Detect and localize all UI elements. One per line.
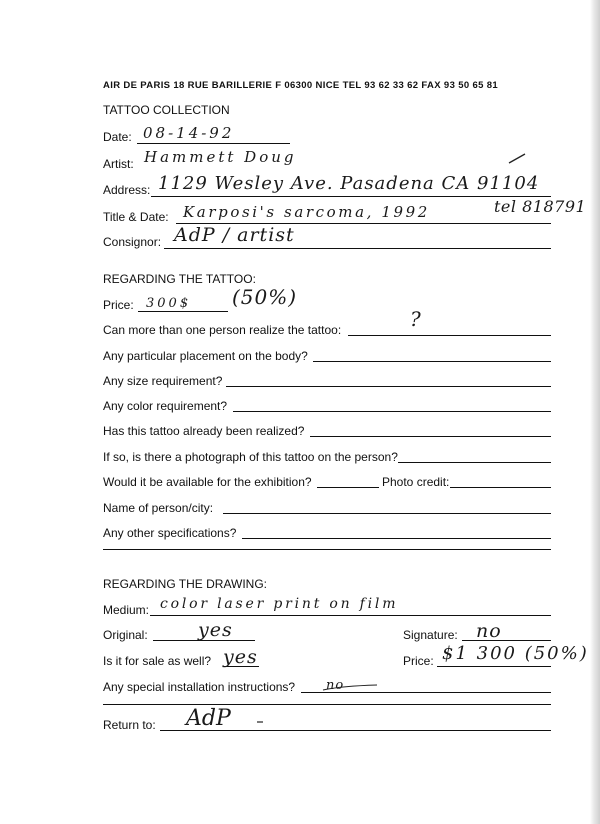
photo-credit-label: Photo credit:	[382, 475, 450, 489]
medium-value: color laser print on film	[160, 596, 399, 612]
photo-credit-line	[450, 487, 551, 488]
drawing-price-label: Price:	[403, 654, 434, 668]
signature-label: Signature:	[403, 628, 458, 642]
other-specs-extra-line	[103, 549, 551, 550]
photograph-label: If so, is there a photograph of this tattoo on the person?	[103, 450, 398, 464]
price-percent-value: (50%)	[232, 285, 298, 309]
name-city-line	[223, 513, 551, 514]
date-line	[137, 143, 290, 144]
artist-label: Artist:	[103, 157, 134, 171]
color-line	[233, 411, 551, 412]
exhibition-label: Would it be available for the exhibition?	[103, 475, 312, 489]
installation-value: no	[326, 678, 345, 693]
more-than-one-value: ?	[410, 307, 422, 331]
address-value: 1129 Wesley Ave. Pasadena CA 91104	[158, 173, 540, 194]
checkmark-icon	[508, 152, 526, 164]
name-city-label: Name of person/city:	[103, 501, 214, 515]
consignor-value: AdP / artist	[174, 224, 295, 246]
size-line	[226, 386, 551, 387]
color-label: Any color requirement?	[103, 399, 228, 413]
size-label: Any size requirement?	[103, 374, 223, 388]
tattoo-section-heading: REGARDING THE TATTOO:	[103, 272, 256, 286]
exhibition-line	[317, 487, 379, 488]
medium-line	[150, 615, 551, 616]
other-specs-label: Any other specifications?	[103, 526, 237, 540]
installation-label: Any special installation instructions?	[103, 680, 296, 694]
price-line	[138, 311, 228, 312]
title-date-value: Karposi's sarcoma, 1992	[183, 203, 430, 221]
date-label: Date:	[103, 130, 132, 144]
realized-line	[310, 436, 551, 437]
address-line	[151, 196, 551, 197]
placement-line	[313, 361, 551, 362]
date-value: 08-14-92	[143, 124, 235, 142]
original-label: Original:	[103, 628, 148, 642]
drawing-price-value: $1 300 (50%)	[442, 643, 589, 664]
strike-stroke	[322, 684, 378, 692]
consignor-line	[164, 248, 551, 249]
installation-extra-line	[103, 704, 551, 705]
photograph-line	[398, 462, 551, 463]
for-sale-value: yes	[223, 646, 258, 668]
price-value: 300$	[146, 296, 192, 311]
medium-label: Medium:	[103, 603, 150, 617]
more-than-one-label: Can more than one person realize the tattoo:	[103, 323, 342, 337]
dash-mark	[256, 720, 264, 724]
drawing-price-line	[437, 666, 551, 667]
price-label: Price:	[103, 298, 134, 312]
scan-edge-shadow	[590, 0, 600, 824]
artist-value: Hammett Doug	[144, 148, 297, 166]
form-title: TATTOO COLLECTION	[103, 103, 230, 117]
address-label: Address:	[103, 183, 151, 197]
consignor-label: Consignor:	[103, 235, 162, 249]
more-than-one-line	[348, 335, 551, 336]
title-date-label: Title & Date:	[103, 210, 169, 224]
signature-value: no	[476, 620, 502, 642]
placement-label: Any particular placement on the body?	[103, 349, 308, 363]
telephone-value: tel 818791	[494, 197, 587, 216]
return-to-label: Return to:	[103, 718, 156, 732]
realized-label: Has this tattoo already been realized?	[103, 424, 305, 438]
for-sale-label: Is it for sale as well?	[103, 654, 212, 668]
original-value: yes	[198, 619, 233, 641]
other-specs-line	[242, 538, 551, 539]
return-to-value: AdP	[186, 706, 231, 731]
letterhead: AIR DE PARIS 18 RUE BARILLERIE F 06300 NICE TEL 93 62 33 62 FAX 93 50 65 81	[103, 80, 498, 91]
drawing-section-heading: REGARDING THE DRAWING:	[103, 577, 268, 591]
